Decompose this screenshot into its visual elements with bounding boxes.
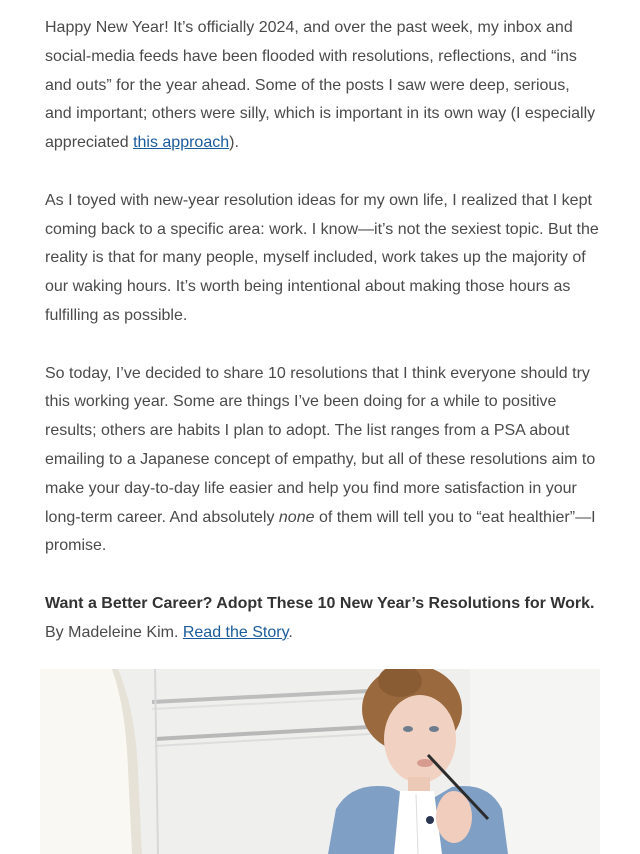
read-the-story-link[interactable]: Read the Story [182, 623, 289, 641]
article-body [45, 14, 600, 648]
story-headline: Want a Better Career? Adopt These 10 New Year’s Resolutions for Work. [45, 594, 595, 612]
paragraph-intro [45, 14, 600, 158]
intro-text-end: ). [229, 134, 239, 152]
resolutions-text-end: of them will tell you to “eat healthier”—I promise. [45, 508, 596, 555]
resolutions-text: So today, I’ve decided to share 10 resolutions that I think everyone should try this working year. Some are things I’ve been doing for a while to positive results; others are habits I plan to adopt. The list ranges from a PSA about emailing to a Japanese concept of empathy, but all of these resolutions aim to make your day-to-day life easier and help you find more satisfaction in your long-term career. And absolutely [45, 364, 596, 526]
story-byline-end: . [288, 623, 293, 641]
woman-in-blue-jacket-photo [40, 669, 600, 854]
emphasis-none: none [278, 508, 315, 526]
this-approach-link[interactable]: this approach [133, 134, 230, 152]
story-hero-image[interactable] [40, 669, 600, 854]
intro-text: Happy New Year! It’s officially 2024, and over the past week, my inbox and social-media feeds have been flooded with resolutions, reflections, and “ins and outs” for the year ahead. Some of the posts I saw were deep, serious, and important; others were silly, which is important in its own way (I especially appreciated [45, 19, 596, 152]
paragraph-work: As I toyed with new-year resolution ideas for my own life, I realized that I kept coming back to a specific area: work. I know—it’s not the sexiest topic. But the reality is that for many people, myself included, work takes up the majority of our waking hours. It’s worth being intentional about making those hours as fulfilling as possible. [45, 191, 599, 324]
story-promo [45, 590, 600, 648]
paragraph-resolutions [45, 360, 600, 562]
story-byline: By Madeleine Kim. [45, 623, 183, 641]
